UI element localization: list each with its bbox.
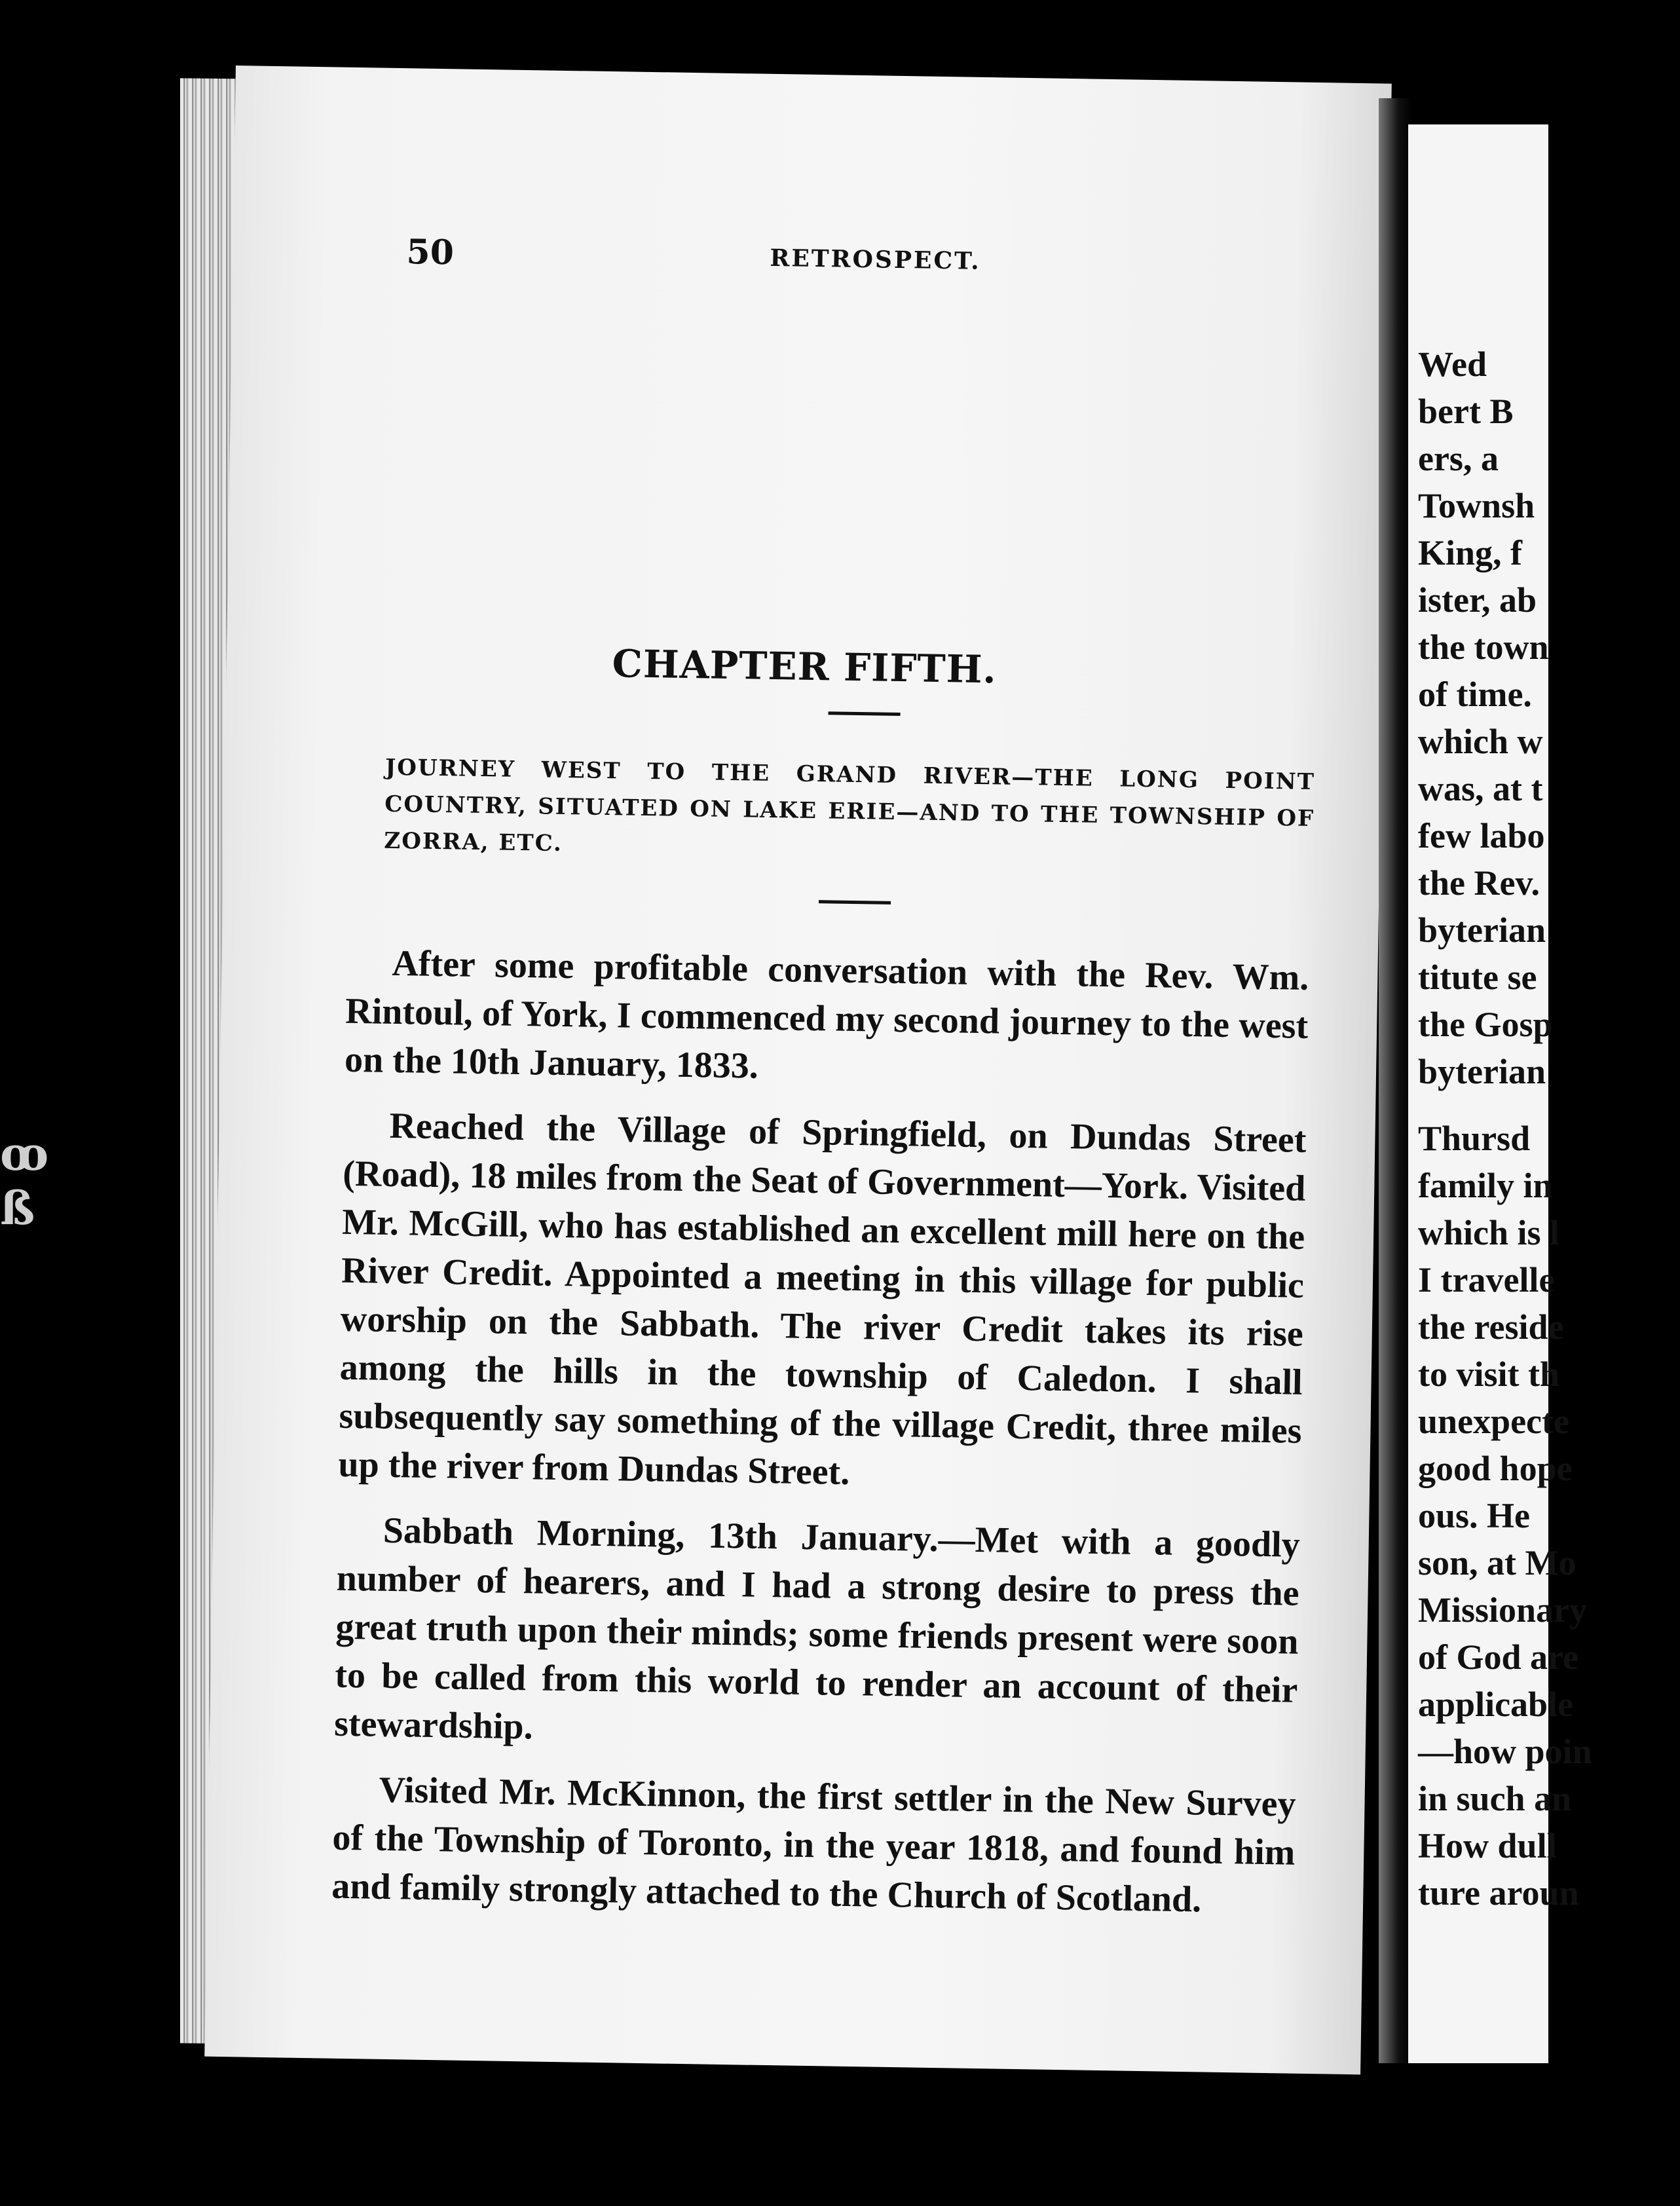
running-head: RETROSPECT. bbox=[770, 244, 982, 275]
right-page-line: of time. bbox=[1418, 675, 1532, 714]
right-page-line: which is l bbox=[1418, 1213, 1560, 1252]
right-page-line: the Rev. bbox=[1418, 863, 1540, 903]
right-page-line: titute se bbox=[1418, 958, 1537, 997]
right-page-text bbox=[1418, 341, 1680, 1916]
right-page-line: How dull bbox=[1418, 1826, 1557, 1865]
right-page-line: the reside bbox=[1418, 1307, 1564, 1347]
right-page-line: the town bbox=[1418, 627, 1549, 667]
right-page-line: was, at t bbox=[1418, 769, 1543, 808]
show-through-text bbox=[487, 318, 1411, 791]
book-gutter bbox=[1379, 98, 1411, 2063]
right-page-line: applicable bbox=[1418, 1685, 1574, 1724]
chapter-title: CHAPTER FIFTH. bbox=[612, 641, 998, 692]
right-page-line: unexpecte bbox=[1418, 1402, 1569, 1441]
right-page-line: ers, a bbox=[1418, 439, 1499, 478]
right-page-line: ous. He bbox=[1418, 1496, 1531, 1535]
right-page-line: Thursd bbox=[1418, 1119, 1531, 1158]
right-page-line: which w bbox=[1418, 722, 1543, 761]
right-page-line: the Gosp bbox=[1418, 1005, 1553, 1044]
right-page-line: of God are bbox=[1418, 1637, 1578, 1677]
chapter-summary: JOURNEY WEST TO THE GRAND RIVER—THE LONG POINT COUNTRY, SITUATED ON LAKE ERIE—AND TO THE TOWNSHIP OF ZORRA, ETC. bbox=[384, 754, 1316, 857]
right-page-line: bert B bbox=[1418, 392, 1514, 431]
right-page-line: —how poin bbox=[1418, 1732, 1592, 1771]
paragraph: Sabbath Morning, 13th January.—Met with a goodly number of hearers, and I had a strong desire to press the great truth upon their minds; some friends present were soon to be called from this world to render an account of their stewardship. bbox=[333, 1510, 1301, 1748]
right-page-line: Wed bbox=[1418, 345, 1487, 384]
paragraph: After some profitable conversation with the Rev. Wm. Rintoul, of York, I commenced my second journey to the west on the 10th January, 1833. bbox=[344, 943, 1309, 1087]
page-number: 50 bbox=[406, 232, 455, 273]
right-page-line: byterian bbox=[1418, 910, 1546, 950]
right-page-line: I travelle bbox=[1418, 1260, 1555, 1299]
body-text bbox=[331, 939, 1309, 1943]
right-page-line: byterian bbox=[1418, 1052, 1546, 1091]
right-page-line: family in bbox=[1418, 1166, 1553, 1205]
page-header bbox=[233, 229, 1389, 300]
right-page-line: in such an bbox=[1418, 1779, 1572, 1818]
right-page-line: Townsh bbox=[1418, 486, 1535, 525]
right-page-line: son, at Mo bbox=[1418, 1543, 1577, 1582]
left-page bbox=[204, 65, 1392, 2074]
right-page-line: to visit th bbox=[1418, 1355, 1559, 1394]
right-page-line: Missionary bbox=[1418, 1590, 1588, 1630]
right-page-line: ture aroun bbox=[1418, 1873, 1579, 1913]
scanner-artifact: ꝏ ß bbox=[0, 1127, 53, 1235]
paragraph: Reached the Village of Springfield, on Dundas Street (Road), 18 miles from the Seat of Government—York. Visited Mr. McGill, who has established an excellent mill here on the River Credit. Appointed a meeting in this village for public worship on the Sabbath. The river Credit takes its rise among the hills in the township of Caledon. I shall subsequently say something of the village Credit, three miles up the river from Dundas Street. bbox=[337, 1105, 1307, 1493]
paragraph: Visited Mr. McKinnon, the first settler in the New Survey of the Township of Toronto, in the year 1818, and found him and family strongly attached to the Church of Scotland. bbox=[331, 1769, 1296, 1920]
right-page-line: good hope bbox=[1418, 1449, 1573, 1488]
right-page-line: King, f bbox=[1418, 533, 1523, 572]
right-page-line: few labo bbox=[1418, 816, 1545, 855]
summary-rule bbox=[819, 900, 891, 905]
right-page-line: ister, ab bbox=[1418, 580, 1537, 620]
right-page bbox=[1408, 124, 1592, 2063]
right-page-line bbox=[1418, 1095, 1680, 1115]
